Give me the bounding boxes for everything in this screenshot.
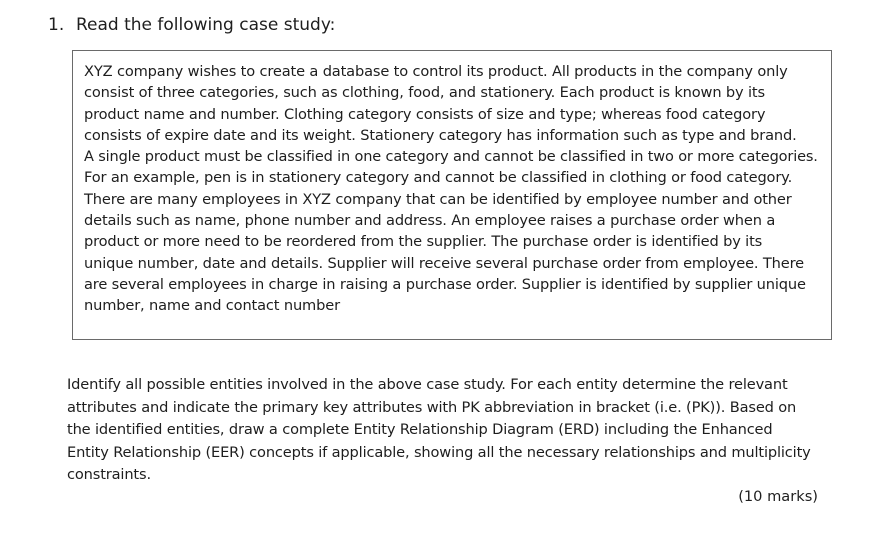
case-study-line: unique number, date and details. Supplier will receive several purchase order from employee. There (84, 254, 804, 272)
case-study-line: are several employees in charge in raising a purchase order. Supplier is identified by supplier unique (84, 275, 806, 293)
marks-label: (10 marks) (738, 488, 818, 505)
instructions-line: Identify all possible entities involved in the above case study. For each entity determine the relevant (67, 376, 788, 393)
instructions-line: Entity Relationship (EER) concepts if applicable, showing all the necessary relationships and multiplicity (67, 443, 811, 461)
case-study-line: consist of three categories, such as clothing, food, and stationery. Each product is known by its (84, 84, 765, 102)
case-study-box (72, 50, 832, 340)
question-prompt: Read the following case study: (76, 15, 336, 35)
case-study-line: number, name and contact number (84, 297, 340, 315)
case-study-line: For an example, pen is in stationery category and cannot be classified in clothing or food category. (84, 169, 793, 187)
question-header (48, 14, 335, 36)
case-study-line: XYZ company wishes to create a database to control its product. All products in the company only (84, 63, 788, 80)
instructions-line: attributes and indicate the primary key attributes with PK abbreviation in bracket (i.e. (PK)). Based on (67, 398, 797, 416)
instructions-line: the identified entities, draw a complete Entity Relationship Diagram (ERD) including the Enhanced (67, 421, 773, 438)
case-study-line: There are many employees in XYZ company that can be identified by employee number and other (84, 190, 792, 208)
question-number: 1. (48, 15, 65, 35)
instructions-paragraph (67, 374, 827, 487)
instructions-line: constraints. (67, 466, 151, 483)
case-study-line: consists of expire date and its weight. Stationery category has information such as type and brand. (84, 126, 797, 144)
case-study-line: details such as name, phone number and address. An employee raises a purchase order when a (84, 212, 776, 230)
case-study-line: product or more need to be reordered from the supplier. The purchase order is identified by its (84, 233, 763, 251)
case-study-line: product name and number. Clothing category consists of size and type; whereas food category (84, 105, 766, 123)
case-study-line: A single product must be classified in one category and cannot be classified in two or more categories. (84, 148, 818, 166)
